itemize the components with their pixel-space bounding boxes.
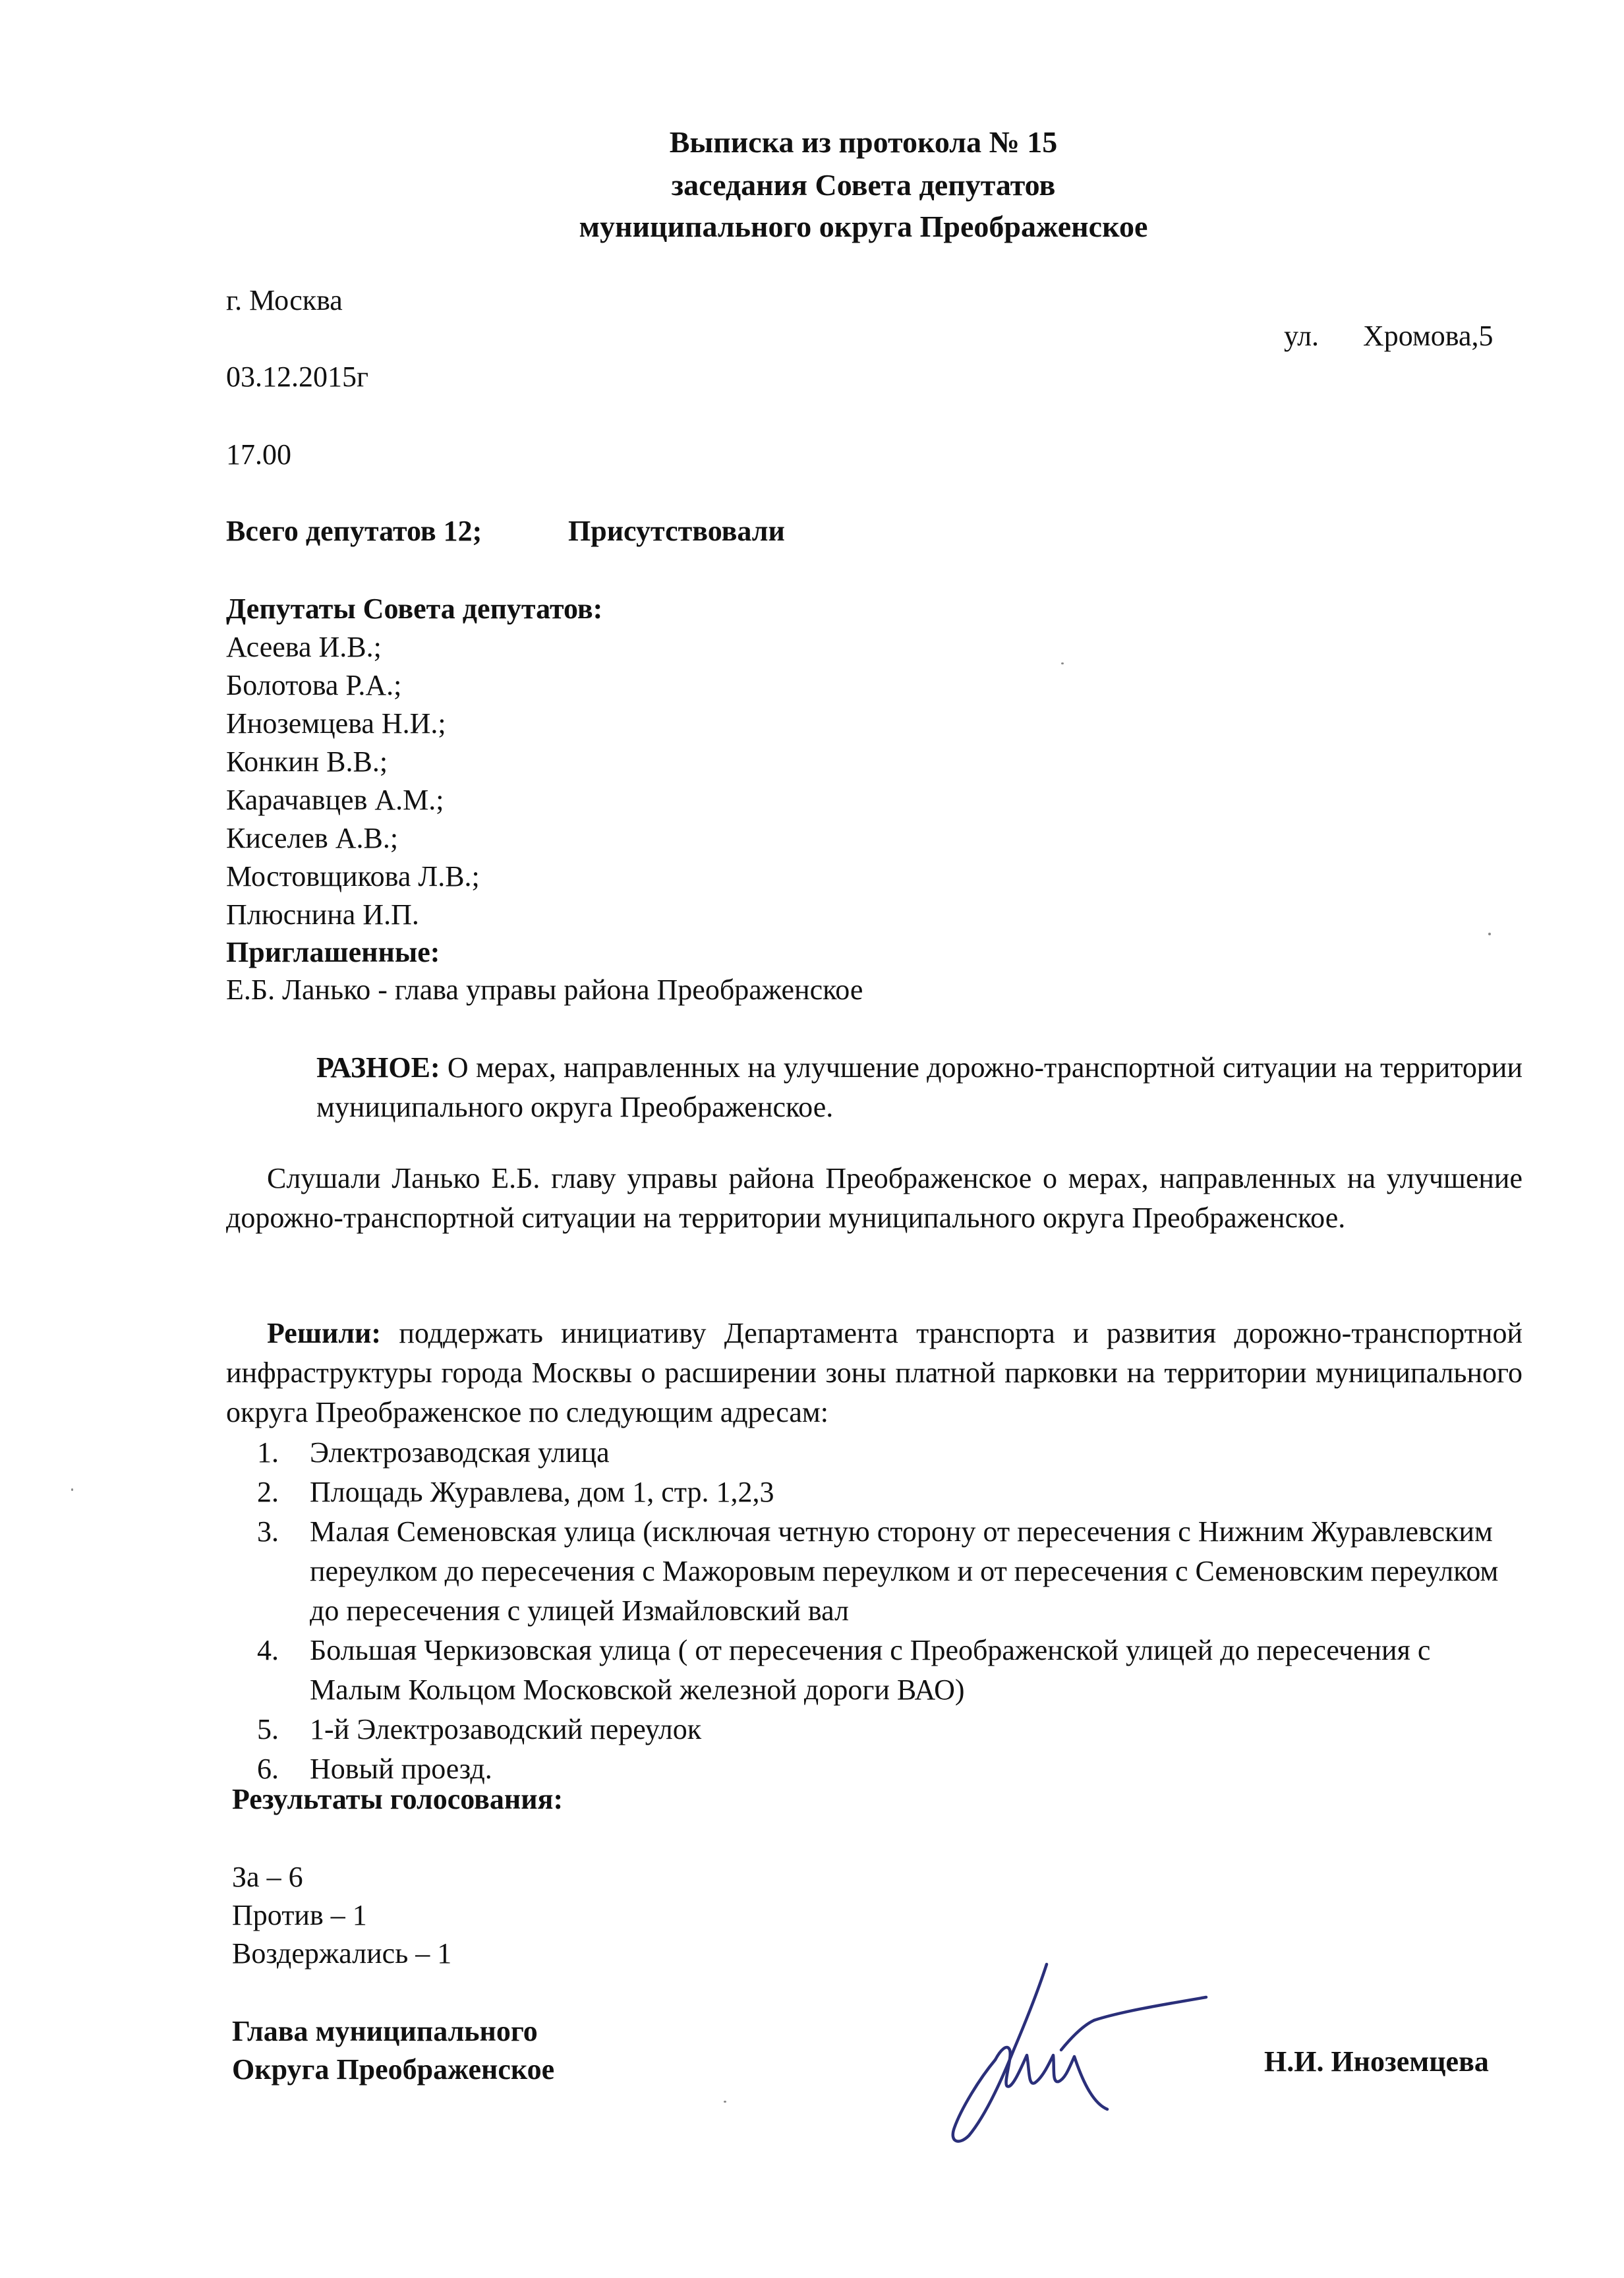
invited-person: Е.Б. Ланько - глава управы района Преображенское bbox=[226, 974, 863, 1006]
list-item-text: Электрозаводская улица bbox=[310, 1436, 610, 1469]
list-item-text: Новый проезд. bbox=[310, 1753, 492, 1785]
deputy-name: Плюснина И.П. bbox=[226, 898, 419, 931]
agenda-paragraph bbox=[316, 1048, 1522, 1127]
decision-paragraph bbox=[226, 1314, 1522, 1432]
list-item bbox=[257, 1512, 1522, 1631]
signatory-position-line-2: Округа Преображенское bbox=[232, 2053, 555, 2086]
list-item-number: 4. bbox=[257, 1634, 279, 1666]
list-item bbox=[257, 1710, 1522, 1749]
meeting-date: 03.12.2015г bbox=[226, 361, 369, 393]
parking-address-list bbox=[257, 1433, 1522, 1789]
total-deputies: Всего депутатов 12; bbox=[226, 515, 482, 547]
invited-heading: Приглашенные: bbox=[226, 936, 440, 968]
list-item-number: 2. bbox=[257, 1476, 279, 1508]
title-line-3: муниципального округа Преображенское bbox=[579, 210, 1148, 243]
voting-heading: Результаты голосования: bbox=[232, 1783, 564, 1815]
deputy-name: Асеева И.В.; bbox=[226, 631, 382, 663]
list-item-text: Большая Черкизовская улица ( от пересечения с Преображенской улицей до пересечения с Малым Кольцом Московской железной дороги ВАО) bbox=[310, 1634, 1431, 1706]
list-item bbox=[257, 1473, 1522, 1512]
deputy-name: Карачавцев А.М.; bbox=[226, 784, 444, 816]
list-item-number: 5. bbox=[257, 1713, 279, 1745]
agenda-label: РАЗНОЕ: bbox=[316, 1051, 440, 1084]
list-item-text: Малая Семеновская улица (исключая четную сторону от пересечения с Нижним Журавлевским переулком до пересечения с Мажоровым переулком и от пересечения с Семеновским переулком до пересечения с улицей Измайловский вал bbox=[310, 1515, 1499, 1627]
signatory-position-line-1: Глава муниципального bbox=[232, 2015, 538, 2047]
list-item-text: 1-й Электрозаводский переулок bbox=[310, 1713, 702, 1745]
decision-text: поддержать инициативу Департамента транспорта и развития дорожно-транспортной инфраструктуры города Москвы о расширении зоны платной парковки на территории муниципального округа Преображенское по следующим адресам: bbox=[226, 1317, 1522, 1428]
address-prefix: ул. bbox=[1284, 320, 1320, 352]
list-item-text: Площадь Журавлева, дом 1, стр. 1,2,3 bbox=[310, 1476, 774, 1508]
list-item bbox=[257, 1433, 1522, 1473]
decision-label: Решили: bbox=[267, 1317, 382, 1349]
deputy-name: Иноземцева Н.И.; bbox=[226, 707, 446, 740]
deputy-name: Киселев А.В.; bbox=[226, 822, 399, 854]
scan-speck bbox=[1061, 662, 1064, 664]
title-line-2: заседания Совета депутатов bbox=[671, 168, 1056, 202]
list-item bbox=[257, 1631, 1522, 1710]
list-item-number: 3. bbox=[257, 1515, 279, 1548]
vote-abstained: Воздержались – 1 bbox=[232, 1937, 452, 1970]
vote-for: За – 6 bbox=[232, 1861, 303, 1893]
signatory-name: Н.И. Иноземцева bbox=[1264, 2045, 1489, 2078]
scan-speck bbox=[71, 1488, 73, 1491]
agenda-text: О мерах, направленных на улучшение дорожно-транспортной ситуации на территории муниципального округа Преображенское. bbox=[316, 1051, 1523, 1123]
handwritten-signature bbox=[896, 1951, 1239, 2149]
address-street: Хромова,5 bbox=[1363, 320, 1494, 352]
list-item-number: 6. bbox=[257, 1753, 279, 1785]
deputies-heading: Депутаты Совета депутатов: bbox=[226, 593, 603, 625]
deputy-name: Мостовщикова Л.В.; bbox=[226, 860, 480, 892]
meeting-time: 17.00 bbox=[226, 438, 291, 471]
scan-speck bbox=[724, 2101, 726, 2103]
present-label: Присутствовали bbox=[568, 515, 785, 547]
scan-speck bbox=[1488, 933, 1491, 935]
city: г. Москва bbox=[226, 284, 343, 316]
deputy-name: Конкин В.В.; bbox=[226, 745, 388, 778]
heard-paragraph: Слушали Ланько Е.Б. главу управы района Преображенское о мерах, направленных на улучшение дорожно-транспортной ситуации на территории муниципального округа Преображенское. bbox=[226, 1162, 1522, 1234]
vote-against: Против – 1 bbox=[232, 1899, 367, 1931]
list-item-number: 1. bbox=[257, 1436, 279, 1469]
title-line-1: Выписка из протокола № 15 bbox=[669, 125, 1058, 159]
deputy-name: Болотова Р.А.; bbox=[226, 669, 402, 701]
